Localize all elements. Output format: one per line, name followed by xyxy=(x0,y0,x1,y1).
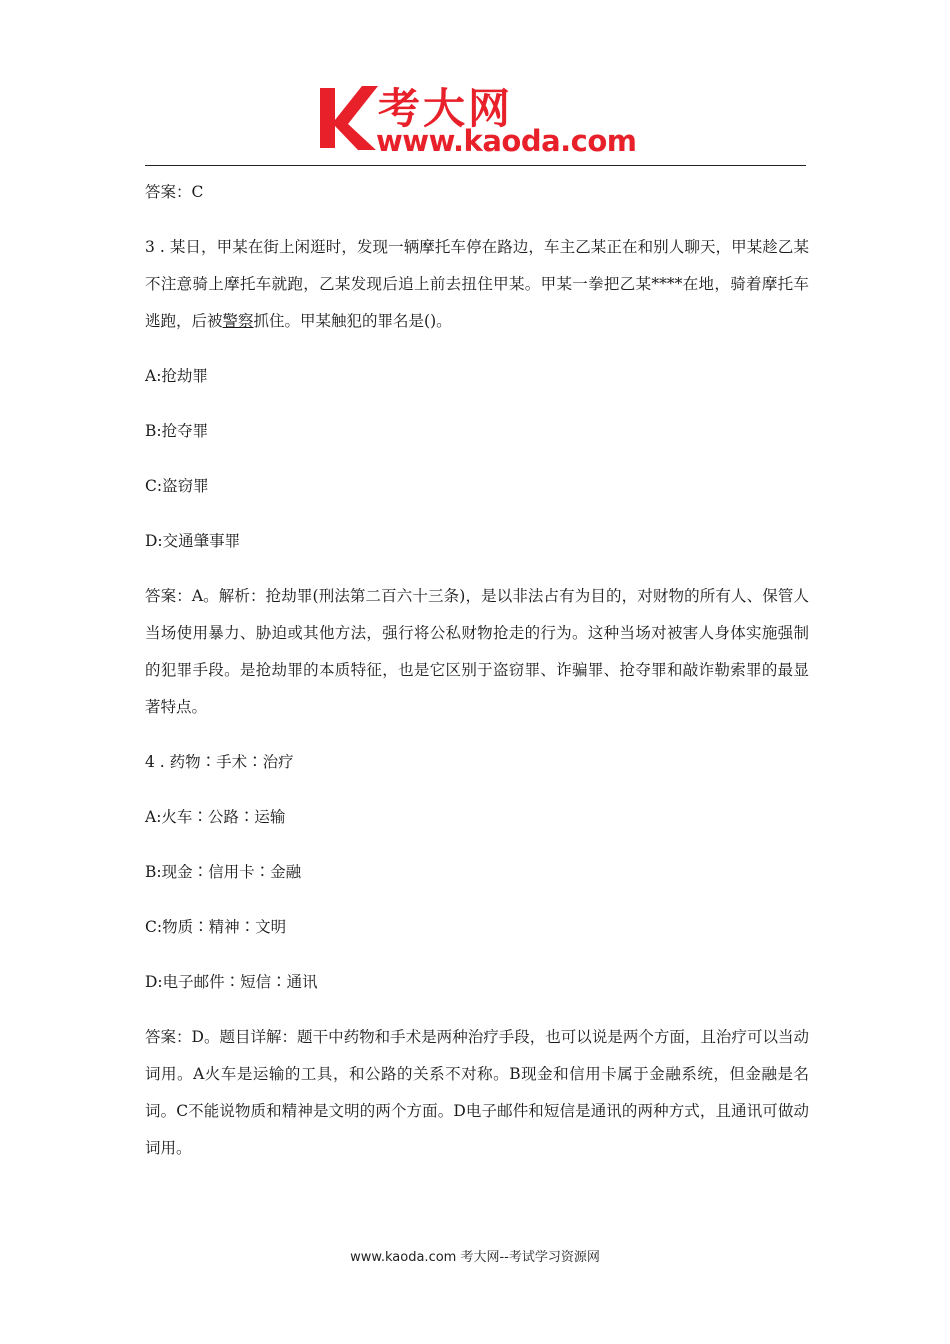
logo-url: www.kaoda.com xyxy=(376,124,637,158)
q4-option-b: B:现金∶信用卡∶金融 xyxy=(145,863,302,881)
question-3-link[interactable]: 警察 xyxy=(222,312,254,330)
question-3 xyxy=(145,229,809,340)
q4-option-c: C:物质∶精神∶文明 xyxy=(145,918,287,936)
document-body xyxy=(145,174,809,1185)
answer-q2: 答案：C xyxy=(145,183,204,201)
kaoda-logo xyxy=(318,80,638,160)
q3-option-d: D:交通肇事罪 xyxy=(145,532,241,550)
header-divider xyxy=(145,165,806,166)
answer-q4: 答案：D。题目详解：题干中药物和手术是两种治疗手段，也可以说是两个方面，且治疗可以当动词用。A火车是运输的工具，和公路的关系不对称。B现金和信用卡属于金融系统，但金融是名词。C不能说物质和精神是文明的两个方面。D电子邮件和短信是通讯的两种方式，且通讯可做动词用。 xyxy=(145,1028,809,1157)
k-logo-icon xyxy=(318,82,380,154)
question-4: 4 . 药物∶手术∶治疗 xyxy=(145,753,294,771)
page-footer: www.kaoda.com 考大网--考试学习资源网 xyxy=(350,1250,600,1265)
q3-option-a: A:抢劫罪 xyxy=(145,367,208,385)
question-3-text-b: 抓住。甲某触犯的罪名是()。 xyxy=(253,312,452,330)
q3-option-c: C:盗窃罪 xyxy=(145,477,209,495)
q3-option-b: B:抢夺罪 xyxy=(145,422,209,440)
answer-q3: 答案：A。解析：抢劫罪(刑法第二百六十三条)，是以非法占有为目的，对财物的所有人、保管人当场使用暴力、胁迫或其他方法，强行将公私财物抢走的行为。这种当场对被害人身体实施强制的犯罪手段。是抢劫罪的本质特征，也是它区别于盗窃罪、诈骗罪、抢夺罪和敲诈勒索罪的最显著特点。 xyxy=(145,587,809,716)
question-3-text-a: 3 . 某日，甲某在街上闲逛时，发现一辆摩托车停在路边，车主乙某正在和别人聊天，甲某趁乙某不注意骑上摩托车就跑，乙某发现后追上前去扭住甲某。甲某一拳把乙某****在地，骑着摩托车逃跑，后被 xyxy=(145,238,809,330)
q4-option-d: D:电子邮件∶短信∶通讯 xyxy=(145,973,318,991)
logo-chinese-name: 考大网 xyxy=(378,84,514,133)
q4-option-a: A:火车∶公路∶运输 xyxy=(145,808,286,826)
